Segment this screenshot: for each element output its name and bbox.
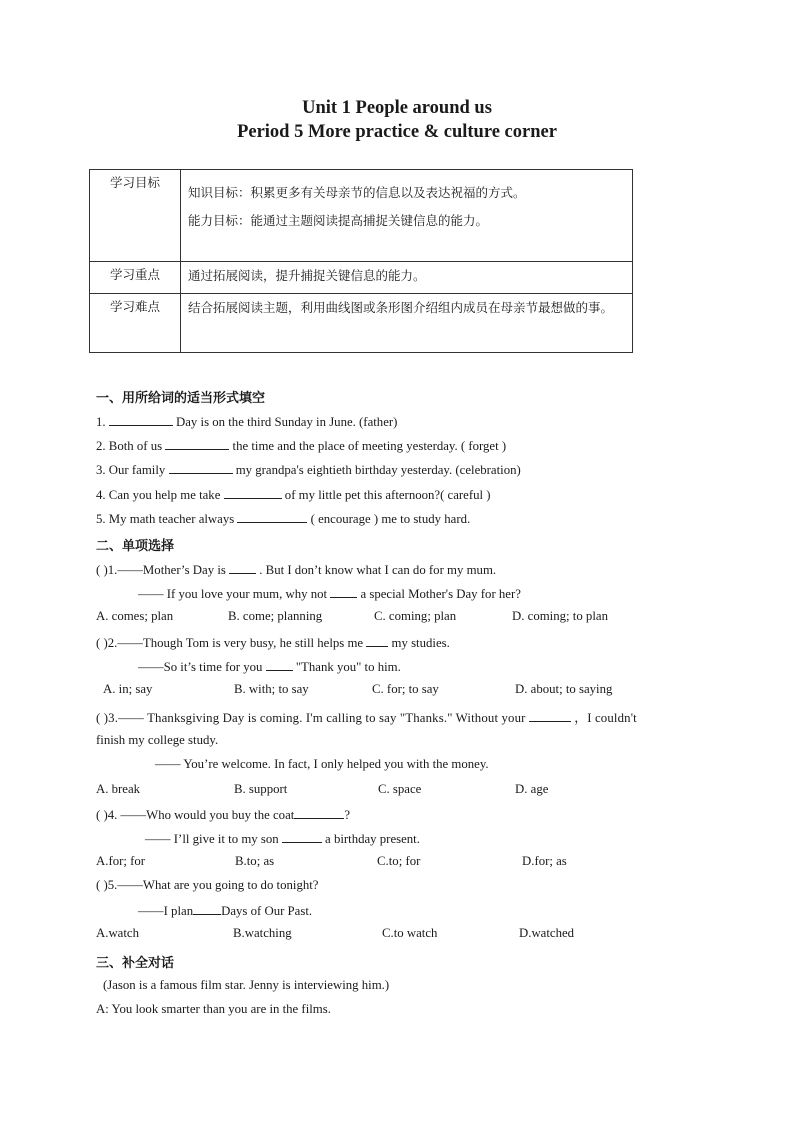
q2-option-a[interactable]: A. in; say — [103, 682, 153, 696]
q4-option-d[interactable]: D.for; as — [522, 854, 567, 868]
q4-blank-1[interactable] — [294, 806, 344, 819]
q2-blank-1[interactable] — [366, 634, 388, 647]
label-key-points: 学习重点 — [90, 262, 181, 294]
fill-item-1: 1. Day is on the third Sunday in June. (father) — [96, 415, 398, 429]
q1-blank-1[interactable] — [229, 561, 256, 574]
q3-line-3: —— You’re welcome. In fact, I only helped you with the money. — [155, 757, 489, 771]
label-objectives: 学习目标 — [90, 170, 181, 262]
q4-option-b[interactable]: B.to; as — [235, 854, 275, 868]
q1-option-b[interactable]: B. come; planning — [228, 609, 323, 623]
q4-option-c[interactable]: C.to; for — [377, 854, 421, 868]
q3-line-2: finish my college study. — [96, 733, 219, 747]
q2-blank-2[interactable] — [266, 658, 293, 671]
label-difficulties: 学习难点 — [90, 294, 181, 353]
title-line-1: Unit 1 People around us — [302, 98, 492, 118]
q1-option-c[interactable]: C. coming; plan — [374, 609, 457, 623]
q5-option-c[interactable]: C.to watch — [382, 926, 438, 940]
blank-1[interactable] — [109, 413, 173, 426]
q3-option-a[interactable]: A. break — [96, 782, 141, 796]
section3-heading: 三、补全对话 — [96, 956, 175, 971]
goals-row-objectives — [90, 170, 633, 262]
q3-blank-1[interactable] — [529, 709, 571, 722]
blank-4[interactable] — [224, 486, 282, 499]
section3-intro: (Jason is a famous film star. Jenny is interviewing him.) — [103, 978, 390, 992]
fill-item-3: 3. Our family my grandpa's eightieth birthday yesterday. (celebration) — [96, 463, 521, 477]
q3-line-1: ( )3.—— Thanksgiving Day is coming. I'm calling to say "Thanks." Without your ，I couldn't — [96, 711, 637, 725]
q3-option-b[interactable]: B. support — [234, 782, 288, 796]
q5-line-1: ( )5.——What are you going to do tonight? — [96, 878, 319, 892]
section2-heading: 二、单项选择 — [96, 539, 175, 554]
goals-table — [89, 169, 633, 353]
q3-option-d[interactable]: D. age — [515, 782, 549, 796]
q4-blank-2[interactable] — [282, 830, 322, 843]
objective-knowledge: 知识目标：积累更多有关母亲节的信息以及表达祝福的方式。 — [188, 185, 526, 200]
fill-item-2: 2. Both of us the time and the place of meeting yesterday. ( forget ) — [96, 439, 507, 453]
goals-row-key-points — [90, 262, 633, 294]
section1-heading: 一、用所给词的适当形式填空 — [96, 391, 266, 406]
q3-option-c[interactable]: C. space — [378, 782, 422, 796]
q5-blank-1[interactable] — [193, 902, 221, 915]
q1-line-2: —— If you love your mum, why not a special Mother's Day for her? — [138, 587, 521, 601]
goals-row-difficulties — [90, 294, 633, 353]
objective-ability: 能力目标：能通过主题阅读提高捕捉关键信息的能力。 — [188, 213, 489, 228]
title-line-2: Period 5 More practice & culture corner — [237, 122, 557, 142]
blank-5[interactable] — [237, 510, 307, 523]
q4-option-a[interactable]: A.for; for — [96, 854, 146, 868]
q2-line-1: ( )2.——Though Tom is very busy, he still helps me my studies. — [96, 636, 450, 650]
q5-option-a[interactable]: A.watch — [96, 926, 139, 940]
q2-option-b[interactable]: B. with; to say — [234, 682, 309, 696]
fill-item-4: 4. Can you help me take of my little pet this afternoon?( careful ) — [96, 488, 491, 502]
q5-option-b[interactable]: B.watching — [233, 926, 292, 940]
blank-3[interactable] — [169, 461, 233, 474]
q2-option-d[interactable]: D. about; to saying — [515, 682, 613, 696]
q1-line-1: ( )1.——Mother’s Day is . But I don’t know what I can do for my mum. — [96, 563, 497, 577]
difficulties-text: 结合拓展阅读主题，利用曲线图或条形图介绍组内成员在母亲节最想做的事。 — [181, 294, 633, 353]
q1-option-d[interactable]: D. coming; to plan — [512, 609, 608, 623]
key-points-text: 通过拓展阅读，提升捕捉关键信息的能力。 — [181, 262, 633, 294]
q5-option-d[interactable]: D.watched — [519, 926, 575, 940]
q2-option-c[interactable]: C. for; to say — [372, 682, 439, 696]
q1-option-a[interactable]: A. comes; plan — [96, 609, 174, 623]
fill-item-5: 5. My math teacher always ( encourage ) me to study hard. — [96, 512, 471, 526]
q4-line-1: ( )4. ——Who would you buy the coat ? — [96, 808, 351, 822]
q5-line-2: ——I plan Days of Our Past. — [138, 904, 313, 918]
blank-2[interactable] — [165, 437, 229, 450]
dialogue-line-1: A: You look smarter than you are in the films. — [96, 1002, 331, 1016]
q1-blank-2[interactable] — [330, 585, 357, 598]
q4-line-2: —— I’ll give it to my son a birthday present. — [145, 832, 420, 846]
q2-line-2: ——So it’s time for you "Thank you" to him. — [138, 660, 401, 674]
